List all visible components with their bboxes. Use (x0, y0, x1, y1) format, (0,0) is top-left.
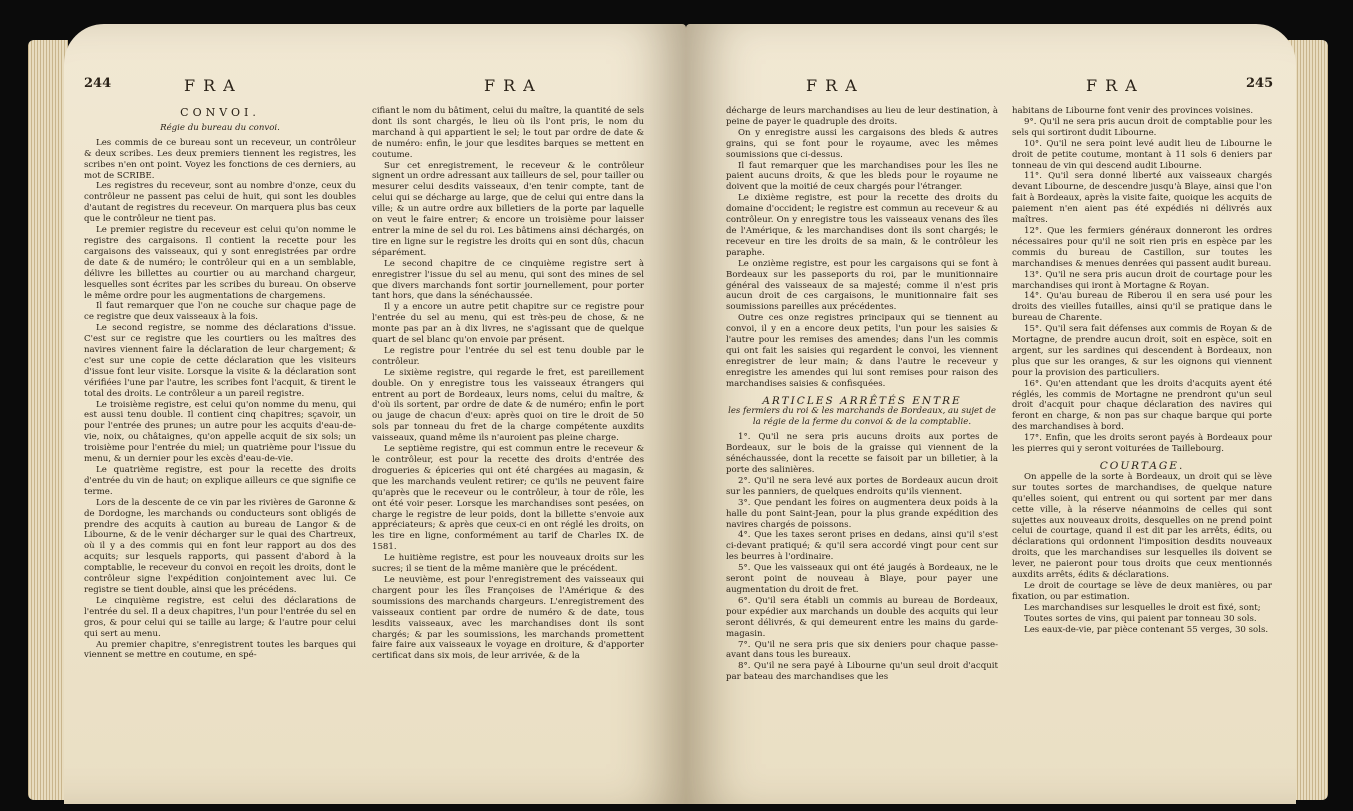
paragraph: Le neuvième, est pour l'enregistrement des vaisseaux qui chargent pour les îles Françoises de l'Amérique & des soumissions des marchands chargeurs. L'enregistrement des vaisseaux contient par ordre de numéro & de date, tous lesdits vaisseaux, avec les marchandises dont ils sont chargés; & par les soumissions, les marchands promettent faire faire aux vaisseaux le voyage en droiture, & d'apporter certificat dans six mois, de leur arrivée, & de la (372, 574, 644, 662)
paragraph: Toutes sortes de vins, qui paient par tonneau 30 sols. (1024, 613, 1257, 624)
article-item: 9°. Qu'il ne sera pris aucun droit de comptablie pour les sels qui sortiront dudit Libourne. (1012, 116, 1272, 138)
article-item: 13°. Qu'il ne sera pris aucun droit de courtage pour les marchandises qui iront à Mortagne & Royan. (1012, 269, 1272, 291)
article-item: 7°. Qu'il ne sera pris que six deniers pour chaque passe-avant dans tous les bureaux. (726, 639, 998, 661)
left-running-word-2: FRA (484, 76, 543, 95)
article-item: 5°. Que les vaisseaux qui ont été jaugés à Bordeaux, ne le seront point de nouveau à Blaye, pour payer une augmentation du droit de fret. (726, 563, 998, 595)
paragraph: Le troisième registre, est celui qu'on nomme du menu, qui est aussi tenu double. Il contient cinq chapitres; sçavoir, un pour l'entrée des prunes; un autre pour les acquits d'eau-de-vie, noix, ou châtaignes, qu'on appelle acquit de six sols; un troisième pour l'entrée du miel; un quatrième pour l'issue du menu, & un dernier pour les excès d'eau-de-vie. (84, 399, 356, 465)
right-running-word-2: FRA (1086, 76, 1145, 95)
left-running-word-1: FRA (184, 76, 243, 95)
article-item: 17°. Enfin, que les droits seront payés à Bordeaux pour les pierres qui y seront voiturées de Taillebourg. (1012, 433, 1272, 455)
paragraph: Le premier registre du receveur est celui qu'on nomme le registre des cargaisons. Il contient la recette pour les cargaisons des vaisseaux, qui y sont enregistrées par ordre de date & de numéro; le contrôleur qui en a un semblable, délivre les billettes au courtier ou au marchand chargeur, lesquelles sont écrites par les scribes du bureau. On observe le même ordre pour les augmentations de chargemens. (84, 225, 356, 301)
left-page-number: 244 (84, 76, 112, 91)
courtage-heading: COURTAGE. (1099, 460, 1185, 472)
paragraph: cifiant le nom du bâtiment, celui du maître, la quantité de sels dont ils sont chargés, le lieu où ils l'ont pris, le nom du marchand à qui appartient le sel; le tout par ordre de date & de numéro: enfin, le jour que lesdites barques se mettent en coutume. (372, 106, 644, 160)
paragraph: Les eaux-de-vie, par pièce contenant 55 verges, 30 sols. (1024, 624, 1269, 635)
article-item: 11°. Qu'il sera donné liberté aux vaisseaux chargés devant Libourne, de descendre jusqu'à Blaye, ainsi que l'on fait à Bordeaux, après la visite faite, quoique les acquits de paiement n'en aient pas été expédiés ni délivrés aux maîtres. (1012, 171, 1272, 226)
paragraph: Le septième registre, qui est commun entre le receveur & le contrôleur, est pour la recette des droits d'entrée des drogueries & épiceries qui ont été chargées au magasin, & que les marchands veulent retirer; ce qu'ils ne peuvent faire qu'après que le receveur ou le contrôleur, à tour de rôle, les ont été voir peser. Lorsque les marchandises sont pesées, on charge le registre de leur poids, dont la billette s'envoie aux appréciateurs; & après que ceux-ci en ont réglé les droits, on les tire en ligne, conformément au tarif de Charles IX. de 1581. (372, 444, 644, 553)
article-item: 8°. Qu'il ne sera payé à Libourne qu'un seul droit d'acquit par bateau des marchandises que les (726, 661, 998, 683)
articles-heading: ARTICLES ARRÊTÉS ENTRE (762, 394, 962, 407)
paragraph: Le second registre, se nomme des déclarations d'issue. C'est sur ce registre que les courtiers ou les maîtres des navires viennent faire la déclaration de leur chargement; & c'est sur une copie de cette déclaration que les visiteurs d'issue font leur visite. Lorsque la visite & la déclaration sont vérifiées l'une par l'autre, les scribes font l'acquit, & tirent le total des droits. Le contrôleur a un pareil registre. (84, 323, 356, 399)
right-page (686, 24, 1296, 804)
paragraph: Lors de la descente de ce vin par les rivières de Garonne & de Dordogne, les marchands ou conducteurs sont obligés de prendre des acquits à caution au bureau de Langor & de Libourne, & de le venir décharger sur le quai des Chartreux, où il y a des commis qui en font leur rapport au dos des acquits; sur lesquels rapports, qui passent d'abord à la comptablie, le receveur du convoi en reçoit les droits, dont le contrôleur signe l'expédition conjointement avec lui. Ce registre se tient double, ainsi que les précédens. (84, 497, 356, 595)
paragraph: Au premier chapitre, s'enregistrent toutes les barques qui viennent se mettre en coutume, en spé- (84, 639, 356, 661)
paragraph: On y enregistre aussi les cargaisons des bleds & autres grains, qui se font pour le royaume, avec les mêmes soumissions que ci-dessus. (726, 127, 998, 160)
open-book (28, 16, 1328, 806)
paragraph: Le huitième registre, est pour les nouveaux droits sur les sucres; il se tient de la même manière que le précédent. (372, 553, 644, 575)
article-item: 6°. Qu'il sera établi un commis au bureau de Bordeaux, pour expédier aux marchands un double des acquits qui leur seront délivrés, & qui demeurent entre les mains du garde-magasin. (726, 595, 998, 639)
left-page-edges (28, 40, 68, 800)
article-item: 15°. Qu'il sera fait défenses aux commis de Royan & de Mortagne, de prendre aucun droit, soit en espèce, soit en argent, sur les sardines qui descendent à Bordeaux, non plus que sur les oranges, & sur les oignons qui viennent pour la provision des particuliers. (1012, 324, 1272, 378)
paragraph: Sur cet enregistrement, le receveur & le contrôleur signent un ordre adressant aux tailleurs de sel, pour tailler ou mesurer celui desdits vaisseaux, d'en tenir compte, tant de celui qui se décharge au large, que de celui qui entre dans la ville; & un autre ordre aux billetiers de la porte par laquelle on veut le faire entrer; & encore un troisième pour laisser entrer la mine de sel du roi. Les bâtimens ainsi déchargés, on tire en ligne sur le registre les droits qui en sont dûs, chacun séparément. (372, 160, 644, 258)
paragraph: Le second chapitre de ce cinquième registre sert à enregistrer l'issue du sel au menu, qui sont des mines de sel que divers marchands font sortir journellement, pour porter tant hors, que dans la sénéchaussée. (372, 258, 644, 302)
article-item: 10°. Qu'il ne sera point levé audit lieu de Libourne le droit de petite coutume, montant à 11 sols 6 deniers par tonneau de vin qui descend audit Libourne. (1012, 138, 1272, 171)
paragraph: On appelle de la sorte à Bordeaux, un droit qui se lève sur toutes sortes de marchandises, de quelque nature qu'elles soient, qui entrent ou qui sortent par mer dans cette ville, à la réserve néanmoins de celles qui sont sujettes aux nouveaux droits, desquelles on ne prend point celui de courtage, quand il est dit par les arrêts, édits, ou déclarations qui ordonnent l'imposition desdits nouveaux droits, que les marchandises sur lesquelles ils doivent se lever, ne paieront pour tous droits que ceux mentionnés auxdits arrêts, édits & déclarations. (1012, 471, 1272, 581)
paragraph: Le onzième registre, est pour les cargaisons qui se font à Bordeaux sur les passeports du roi, par le munitionnaire général des vaisseaux de sa majesté; comme il n'est pris aucun droit de ces cargaisons, le munitionnaire fait ses soumissions pareilles aux précédentes. (726, 258, 998, 313)
paragraph: Il y a encore un autre petit chapitre sur ce registre pour l'entrée du sel au menu, qui est très-peu de chose, & ne monte pas par an à dix livres, ne s'agissant que de quelque quart de sel blanc qu'on envoie par présent. (372, 302, 644, 346)
paragraph: Les commis de ce bureau sont un receveur, un contrôleur & deux scribes. Les deux premiers tiennent les registres, les scribes n'en ont point. Voyez les fonctions de ces derniers, au mot de SCRIBE. (84, 137, 356, 181)
section-title-convoi: CONVOI. (180, 106, 260, 119)
paragraph: Le registre pour l'entrée du sel est tenu double par le contrôleur. (372, 345, 644, 367)
right-column-2 (1012, 106, 1272, 796)
paragraph: Outre ces onze registres principaux qui se tiennent au convoi, il y en a encore deux petits, l'un pour les saisies & l'autre pour les remises des amendes; dans l'un les commis qui ont fait les saisies qui regardent le convoi, les viennent enregistrer de leur main; & dans l'autre le receveur y enregistre les amendes qui lui sont remises pour raison des marchandises saisies & confisquées. (726, 313, 998, 389)
right-page-number: 245 (1246, 76, 1274, 91)
right-running-head (686, 76, 1296, 98)
right-running-word-1: FRA (806, 76, 865, 95)
paragraph: Le dixième registre, est pour la recette des droits du domaine d'occident; le registre est commun au receveur & au contrôleur. On y enregistre tous les vaisseaux venans des îles de l'Amérique, & les marchandises dont ils sont chargés; le receveur en tire les droits de sa main, & le contrôleur les paraphe. (726, 193, 998, 258)
articles-subheading: les fermiers du roi & les marchands de Bordeaux, au sujet de la régie de la ferme du convoi & de la comptablie. (728, 406, 996, 428)
paragraph: Le sixième registre, qui regarde le fret, est pareillement double. On y enregistre tous les vaisseaux étrangers qui entrent au port de Bordeaux, leurs noms, celui du maître, & d'où ils sortent, par ordre de date & de numéro; enfin le port ou jauge de chacun d'eux: après quoi on tire le droit de 50 sols par tonneau du fret de la charge compétente auxdits vaisseaux, quand même ils n'auroient pas pleine charge. (372, 367, 644, 444)
left-column-2 (372, 106, 644, 796)
right-column-1 (726, 106, 998, 796)
paragraph: décharge de leurs marchandises au lieu de leur destination, à peine de payer le quadruple des droits. (726, 106, 998, 127)
article-item: 14°. Qu'au bureau de Riberou il en sera usé pour les droits des vieilles futailles, ainsi qu'il se pratique dans le bureau de Charente. (1012, 291, 1272, 324)
paragraph: Le quatrième registre, est pour la recette des droits d'entrée du vin de haut; on explique ailleurs ce que signifie ce terme. (84, 465, 356, 497)
article-item: 12°. Que les fermiers généraux donneront les ordres nécessaires pour qu'il ne soit rien pris en espèce par les commis du bureau de Castillon, sur toutes les marchandises & menues denrées qui passent audit bureau. (1012, 225, 1272, 269)
article-item: habitans de Libourne font venir des provinces voisines. (1012, 106, 1254, 116)
paragraph: Il faut remarquer que les marchandises pour les îles ne paient aucuns droits, & que les bleds pour le royaume ne doivent que la moitié de ceux chargés pour l'étranger. (726, 160, 998, 193)
left-column-1 (84, 106, 356, 796)
article-item: 1°. Qu'il ne sera pris aucuns droits aux portes de Bordeaux, sur le bois de la graisse qui viennent de la sénéchaussée, dont la recette se faisoit par un billetier, à la porte des salinières. (726, 432, 998, 475)
article-item: 16°. Qu'en attendant que les droits d'acquits ayent été réglés, les commis de Mortagne ne prendront qu'un seul droit d'acquit pour chaque déclaration des navires qui feront en charge, & non pas sur chaque barque qui porte des marchandises à bord. (1012, 378, 1272, 433)
article-item: 2°. Qu'il ne sera levé aux portes de Bordeaux aucun droit sur les panniers, de quelques endroits qu'ils viennent. (726, 475, 998, 497)
section-subtitle: Régie du bureau du convoi. (160, 122, 280, 133)
paragraph: Le cinquième registre, est celui des déclarations de l'entrée du sel. Il a deux chapitres, l'un pour l'entrée du sel en gros, & pour celui qui se taille au large; & l'autre pour celui qui sert au menu. (84, 595, 356, 639)
article-item: 3°. Que pendant les foires on augmentera deux poids à la halle du pont Saint-Jean, pour la plus grande expédition des navires chargés de poissons. (726, 497, 998, 530)
paragraph: Les registres du receveur, sont au nombre d'onze, ceux du contrôleur ne passent pas celui de huit, qui sont les doubles d'autant de registres du receveur. On marquera plus bas ceux que le contrôleur ne tient pas. (84, 181, 356, 225)
paragraph: Il faut remarquer que l'on ne couche sur chaque page de ce registre que deux vaisseaux à la fois. (84, 301, 356, 323)
left-page (64, 24, 686, 804)
paragraph: Les marchandises sur lesquelles le droit est fixé, sont; (1024, 602, 1261, 613)
article-item: 4°. Que les taxes seront prises en dedans, ainsi qu'il s'est ci-devant pratiqué; & qu'il sera accordé vingt pour cent sur les beurres à l'ordinaire. (726, 530, 998, 563)
left-running-head (64, 76, 686, 98)
paragraph: Le droit de courtage se lève de deux manières, ou par fixation, ou par estimation. (1012, 580, 1272, 602)
